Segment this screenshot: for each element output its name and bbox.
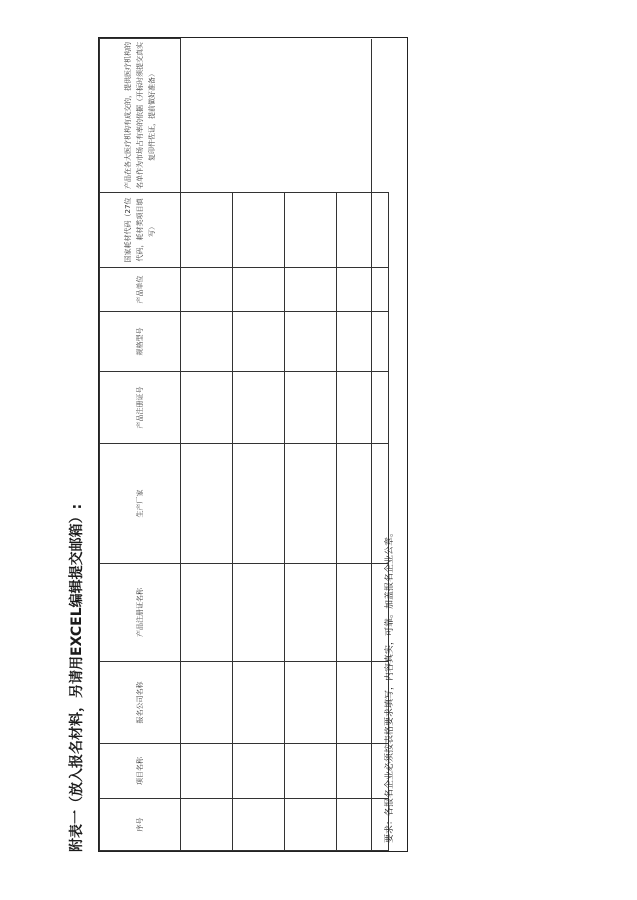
- col-header-registration-number: 产品注册证号: [100, 372, 181, 444]
- table-cell[interactable]: [233, 268, 285, 312]
- table-cell[interactable]: [285, 312, 337, 372]
- col-header-hospital-list: 产品在各大医疗机构有成交的，提供医疗机构的名单作为市场占有率的依据（开标时须提交真实复印件佐证，提前做好准备）: [100, 39, 181, 193]
- table-cell[interactable]: [285, 193, 337, 268]
- table-cell[interactable]: [233, 799, 285, 851]
- table-cell[interactable]: [181, 564, 233, 662]
- table-cell[interactable]: [285, 662, 337, 744]
- table-row: [285, 39, 337, 851]
- col-header-project-name: 项目名称: [100, 744, 181, 799]
- table-cell[interactable]: [181, 799, 233, 851]
- table-cell[interactable]: [285, 268, 337, 312]
- table-cell[interactable]: [233, 372, 285, 444]
- table-cell[interactable]: [285, 444, 337, 564]
- table-cell[interactable]: [181, 193, 233, 268]
- table-cell[interactable]: [181, 372, 233, 444]
- table-cell[interactable]: [233, 444, 285, 564]
- registration-table: [99, 38, 389, 851]
- table-cell[interactable]: [233, 312, 285, 372]
- col-header-unit: 产品单位: [100, 268, 181, 312]
- table-cell[interactable]: [285, 372, 337, 444]
- col-header-company-name: 报名公司名称: [100, 662, 181, 744]
- registration-form: [98, 37, 408, 852]
- table-cell[interactable]: [285, 564, 337, 662]
- form-heading: 附表一（放入报名材料，另请用EXCEL编辑提交邮箱）:: [69, 503, 85, 852]
- table-cell[interactable]: [233, 564, 285, 662]
- col-header-manufacturer: 生产厂家: [100, 444, 181, 564]
- table-cell[interactable]: [181, 744, 233, 799]
- table-cell[interactable]: [285, 744, 337, 799]
- table-cell[interactable]: [233, 193, 285, 268]
- table-cell[interactable]: [181, 268, 233, 312]
- requirement-note: 要求：各报名企业必须按表格要求填写，内容真实，可靠。加盖报名企业公章。: [371, 39, 407, 851]
- table-cell[interactable]: [233, 744, 285, 799]
- col-header-national-code: 国家耗材代码（27位代码，耗材类项目填写）: [100, 193, 181, 268]
- table-cell[interactable]: [181, 662, 233, 744]
- rotated-form-sheet: [60, 32, 410, 852]
- table-cell[interactable]: [233, 662, 285, 744]
- col-header-serial: 序号: [100, 799, 181, 851]
- table-cell[interactable]: [181, 312, 233, 372]
- table-row: [233, 39, 285, 851]
- col-header-specification: 规格型号: [100, 312, 181, 372]
- table-cell[interactable]: [285, 799, 337, 851]
- table-row: [181, 39, 233, 851]
- col-header-registration-name: 产品注册证名称: [100, 564, 181, 662]
- header-row: [100, 39, 181, 851]
- table-cell[interactable]: [181, 444, 233, 564]
